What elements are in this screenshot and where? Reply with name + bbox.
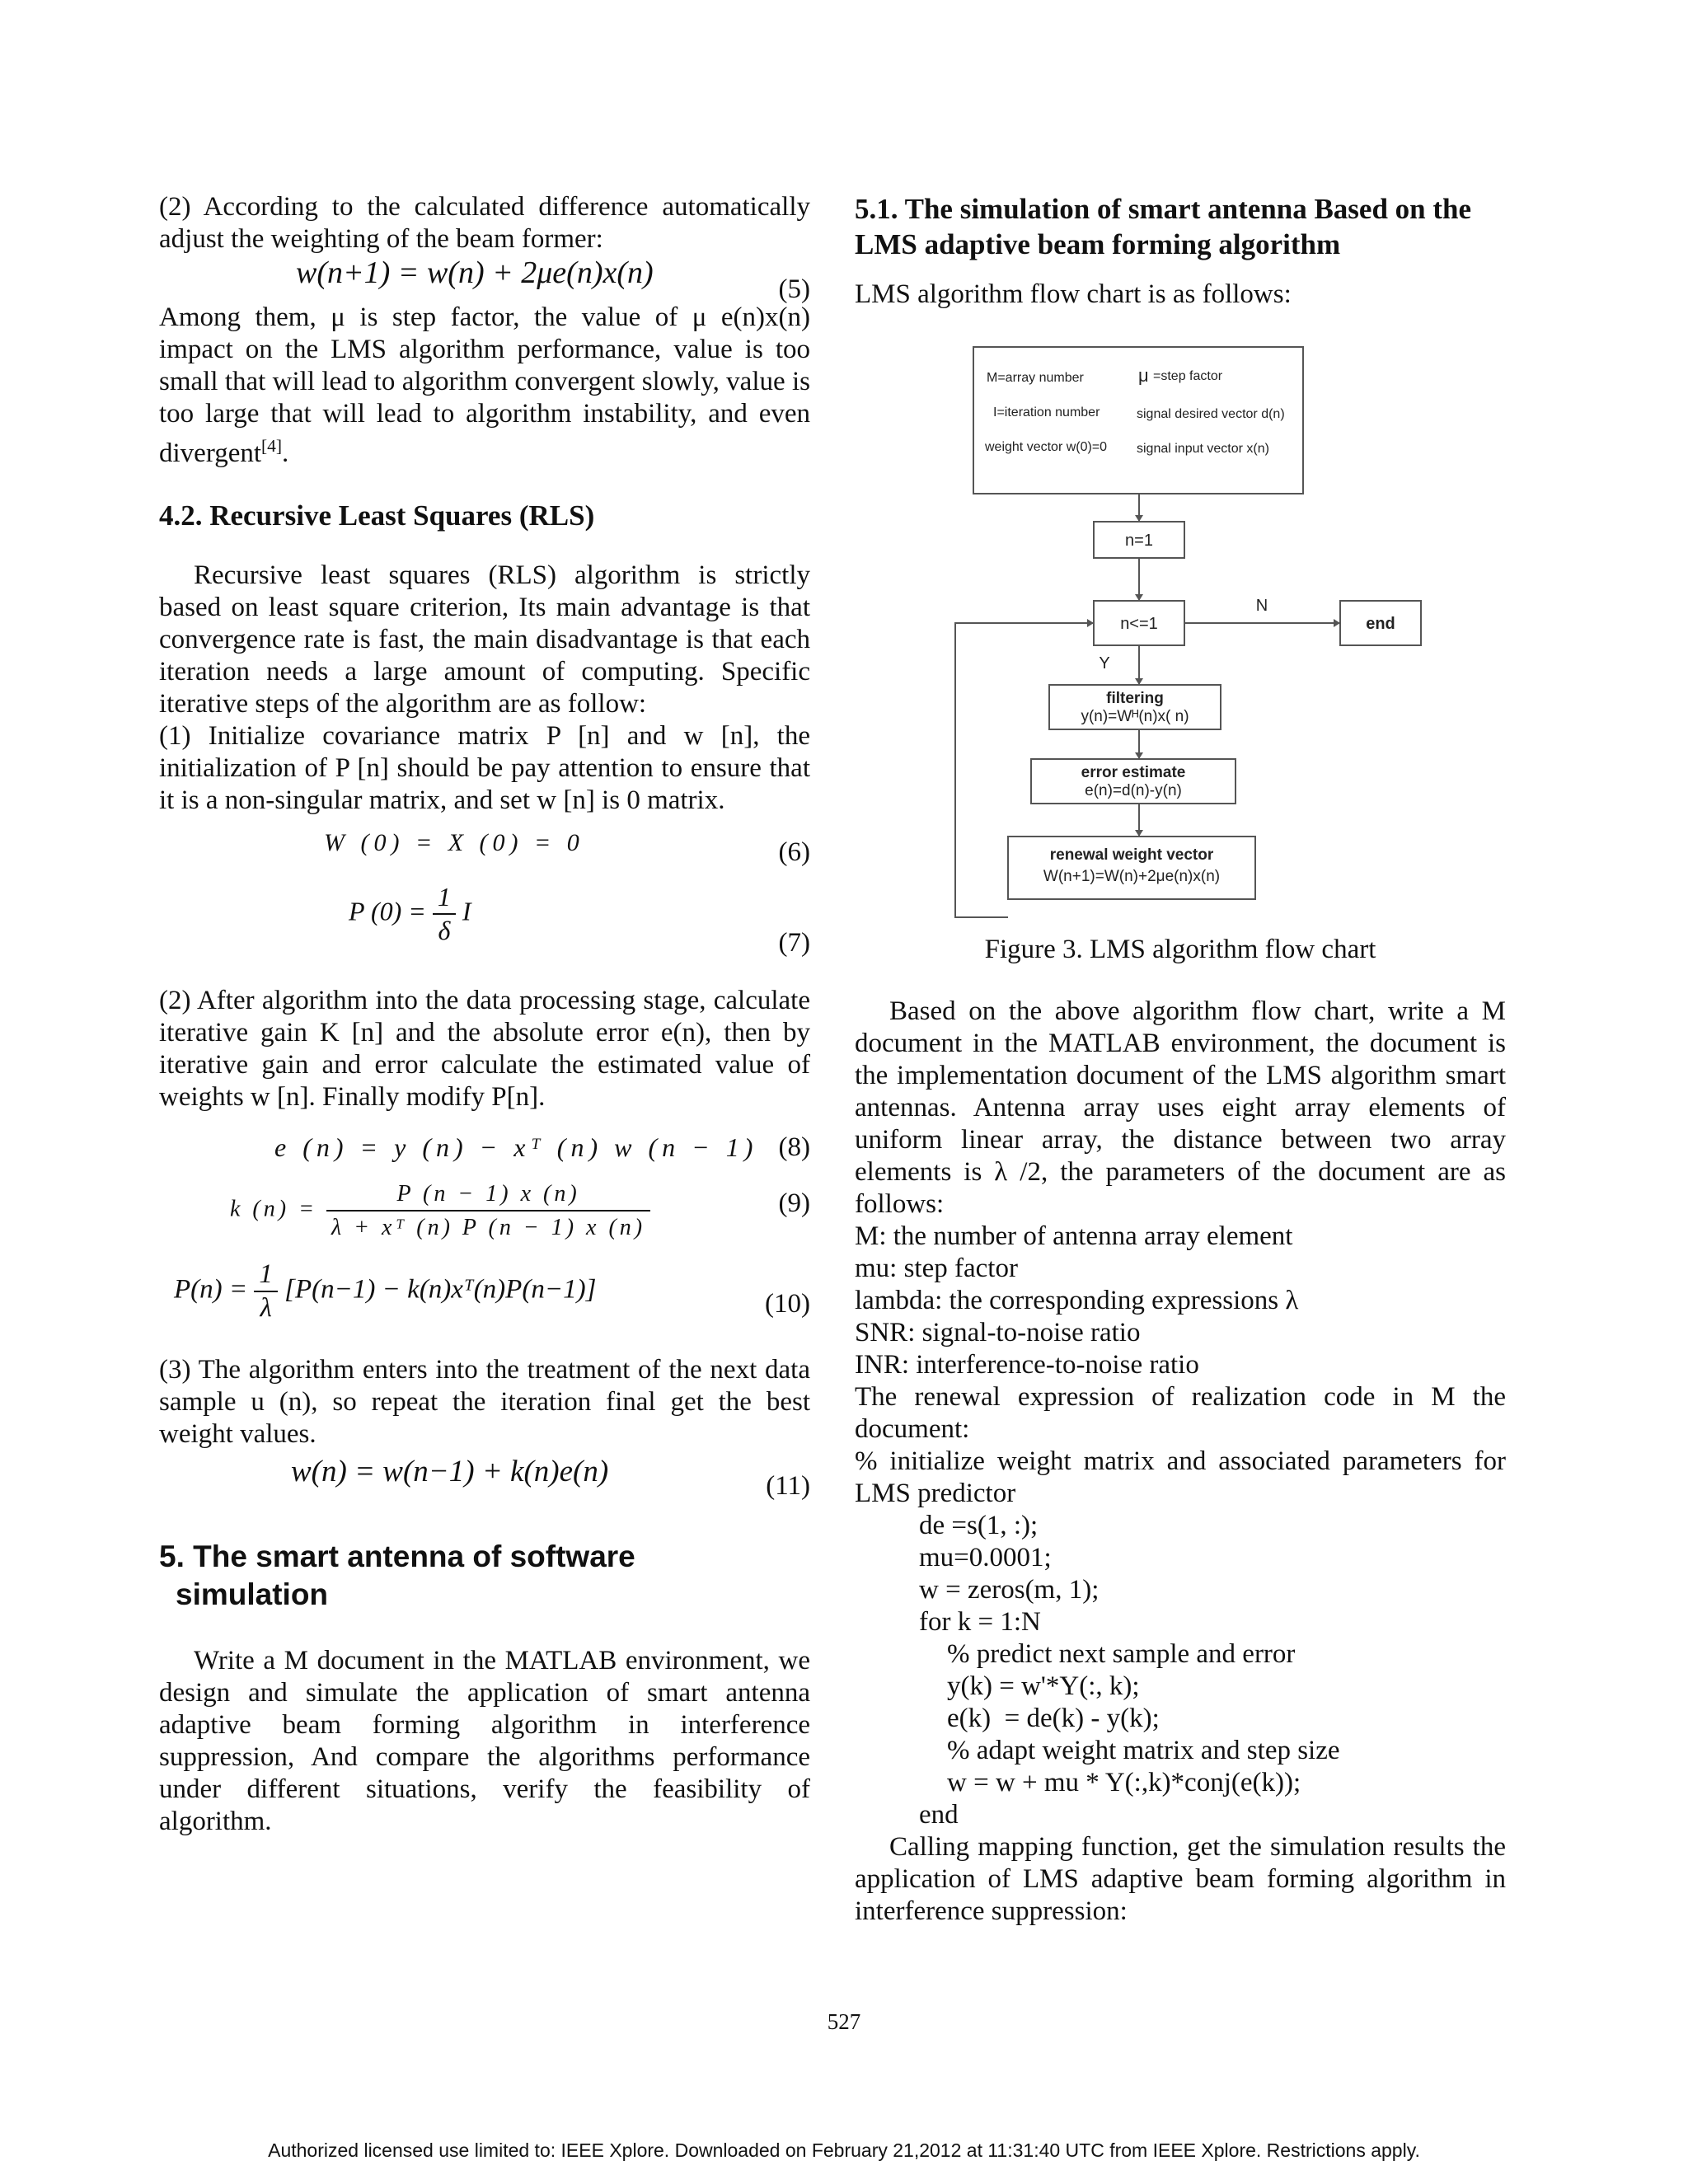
paragraph-rls-step1: (1) Initialize covariance matrix P [n] and w [n], the initialization of P [n] should be pay attention to ensure that it is a non-singular matrix, and set w [n] is 0 matrix. <box>159 721 810 815</box>
equation-8-number: (8) <box>778 1132 810 1162</box>
equation-5 <box>159 255 810 302</box>
equation-10-fraction <box>254 1258 278 1324</box>
init-m-text: M=array number <box>987 371 1084 385</box>
equation-5-expr: w(n+1) = w(n) + 2μe(n)x(n) <box>296 255 654 290</box>
code-line: end <box>919 1800 959 1830</box>
equation-9-numerator: P (n − 1) x (n) <box>326 1178 650 1212</box>
code-line: de =s(1, :); <box>919 1511 1039 1540</box>
equation-9-expr <box>230 1178 650 1244</box>
arrowhead-filter <box>1135 678 1143 685</box>
renewal-eq: W(n+1)=W(n)+2μe(n)x(n) <box>1043 868 1221 885</box>
section-heading-5 <box>159 1538 810 1614</box>
lms-flowchart <box>855 322 1506 973</box>
paragraph-simulation-intro: Write a M document in the MATLAB environment, we design and simulate the application of smart antenna adaptive beam forming algorithm in interference suppression, And compare the algorithms performance under different situations, verify the feasibility of algorithm. <box>159 1646 810 1836</box>
equation-7-denominator: δ <box>438 916 451 945</box>
parameter-list <box>855 1221 1506 1381</box>
arrowhead-cond <box>1135 594 1143 601</box>
section-heading-5-line2: simulation <box>176 1577 329 1611</box>
equation-7-numerator: 1 <box>433 881 456 915</box>
paragraph-matlab-doc: Based on the above algorithm flow chart, write a M document in the MATLAB environment, the document is the implementation document of the LMS algorithm smart antennas. Antenna array uses eight array elements of uniform linear array, the distance between two array elements is λ /2, the parameters of the document are as follows: <box>855 996 1506 1219</box>
equation-6-number: (6) <box>778 837 810 867</box>
equation-7-fraction <box>433 881 456 947</box>
code-block <box>919 1510 1506 1831</box>
equation-10 <box>159 1257 810 1354</box>
paragraph-step-factor-end: . <box>282 438 289 468</box>
equation-9 <box>159 1176 810 1250</box>
parameter-item: INR: interference-to-noise ratio <box>855 1350 1199 1380</box>
equation-10-rhs: [P(n−1) − k(n)xᵀ(n)P(n−1)] <box>284 1274 597 1305</box>
filtering-eq: y(n)=Wᴴ(n)x( n) <box>1081 708 1189 725</box>
paragraph-rls-step3: (3) The algorithm enters into the treatment of the next data sample u (n), so repeat the iteration final get the best weight values. <box>159 1355 810 1449</box>
equation-7-lhs: P (0) = <box>349 896 426 926</box>
equation-10-expr <box>174 1258 596 1324</box>
code-line: y(k) = w'*Y(:, k); <box>947 1671 1140 1701</box>
arrowhead-end <box>1334 619 1340 627</box>
parameter-item: lambda: the corresponding expressions λ <box>855 1286 1299 1315</box>
arrowhead-renew <box>1135 830 1143 837</box>
paragraph-code-comment: % initialize weight matrix and associated parameters for LMS predictor <box>855 1446 1506 1508</box>
parameter-item: M: the number of antenna array element <box>855 1221 1293 1251</box>
init-i-text: I=iteration number <box>993 405 1100 419</box>
init-w-text: weight vector w(0)=0 <box>985 440 1108 454</box>
paragraph-rls-step2: (2) After algorithm into the data processing stage, calculate iterative gain K [n] and the absolute error e(n), then by iterative gain and error calculate the estimated value of weights w [n]. Finally modify P[n]. <box>159 986 810 1112</box>
label-n: N <box>1255 597 1268 615</box>
label-y: Y <box>1099 654 1110 673</box>
equation-10-lhs: P(n) = <box>174 1274 248 1305</box>
equation-10-numerator: 1 <box>254 1258 278 1292</box>
equation-6-expr: W (0) = X (0) = 0 <box>324 829 584 856</box>
filtering-title: filtering <box>1106 690 1164 707</box>
left-column <box>159 191 810 1838</box>
code-line: mu=0.0001; <box>919 1543 1052 1572</box>
equation-7-rhs: I <box>462 896 471 926</box>
equation-11-number: (11) <box>766 1471 810 1501</box>
init-mu-symbol: μ <box>1138 365 1149 386</box>
equation-10-number: (10) <box>765 1289 810 1319</box>
equation-11 <box>159 1455 810 1507</box>
paragraph-renewal-expression: The renewal expression of realization code in M the document: <box>855 1382 1506 1444</box>
paragraph-step-factor <box>159 302 810 470</box>
paragraph-rls-intro: Recursive least squares (RLS) algorithm is strictly based on least square criterion, Its main advantage is that convergence rate is fast, the main disadvantage is that each iteration needs a large amount of computing. Specific iterative steps of the algorithm are as follow: <box>159 560 810 719</box>
figure-3-caption: Figure 3. LMS algorithm flow chart <box>984 935 1376 964</box>
error-title: error estimate <box>1081 764 1186 781</box>
section-heading-4-2: 4.2. Recursive Least Squares (RLS) <box>159 499 595 532</box>
init-mu-text: =step factor <box>1153 369 1223 383</box>
condition-text: n<=1 <box>1120 615 1158 633</box>
page-number: 527 <box>827 2009 861 2034</box>
init-x-text: signal input vector x(n) <box>1137 442 1269 456</box>
code-line: e(k) = de(k) - y(k); <box>947 1704 1160 1733</box>
code-line: for k = 1:N <box>919 1607 1041 1637</box>
equation-10-denominator: λ <box>260 1293 272 1323</box>
right-column <box>855 191 1506 1928</box>
equation-9-fraction <box>326 1178 650 1244</box>
arrowhead-error <box>1135 752 1143 759</box>
equation-5-number: (5) <box>778 274 810 304</box>
section-heading-5-line1: 5. The smart antenna of software <box>159 1540 635 1573</box>
parameter-item: mu: step factor <box>855 1254 1018 1283</box>
parameter-item: SNR: signal-to-noise ratio <box>855 1318 1141 1347</box>
arrowhead-loop <box>1087 619 1094 627</box>
paragraph-simulation-results: Calling mapping function, get the simulation results the application of LMS adaptive beam forming algorithm in interference suppression: <box>855 1832 1506 1926</box>
paragraph-beamformer-update: (2) According to the calculated difference automatically adjust the weighting of the beam former: <box>159 192 810 254</box>
equation-7 <box>159 878 810 967</box>
init-d-text: signal desired vector d(n) <box>1137 407 1285 421</box>
equation-8 <box>159 1130 810 1176</box>
code-line: w = zeros(m, 1); <box>919 1575 1100 1605</box>
equation-11-expr: w(n) = w(n−1) + k(n)e(n) <box>291 1455 609 1488</box>
section-heading-5-1: 5.1. The simulation of smart antenna Based on the LMS adaptive beam forming algorithm <box>855 193 1472 260</box>
n1-text: n=1 <box>1125 532 1153 550</box>
equation-8-expr: e (n) = y (n) − xᵀ (n) w (n − 1) <box>274 1132 758 1162</box>
end-text: end <box>1366 615 1395 633</box>
equation-9-lhs: k (n) = <box>230 1196 317 1222</box>
citation-ref: [4] <box>261 436 283 456</box>
code-line: % predict next sample and error <box>947 1639 1296 1669</box>
equation-7-expr <box>349 881 471 947</box>
code-line: % adapt weight matrix and step size <box>947 1736 1340 1765</box>
equation-9-denominator: λ + xᵀ (n) P (n − 1) x (n) <box>331 1215 646 1240</box>
license-footer: Authorized licensed use limited to: IEEE Xplore. Downloaded on February 21,2012 at 11:31:40 UTC from IEEE Xplore. Restrictions apply. <box>268 2139 1420 2161</box>
arrowhead-n1 <box>1135 515 1143 522</box>
equation-7-number: (7) <box>778 928 810 958</box>
equation-9-number: (9) <box>778 1188 810 1218</box>
code-line: w = w + mu * Y(:,k)*conj(e(k)); <box>947 1768 1301 1797</box>
renewal-title: renewal weight vector <box>1049 846 1214 864</box>
equation-6 <box>159 827 810 878</box>
paragraph-step-factor-text: Among them, μ is step factor, the value of μ e(n)x(n) impact on the LMS algorithm performance, value is too small that will lead to algorithm convergent slowly, value is too large that will lead to algorithm instability, and even divergent <box>159 302 810 468</box>
flowchart-intro: LMS algorithm flow chart is as follows: <box>855 279 1292 309</box>
error-eq: e(n)=d(n)-y(n) <box>1085 782 1182 799</box>
